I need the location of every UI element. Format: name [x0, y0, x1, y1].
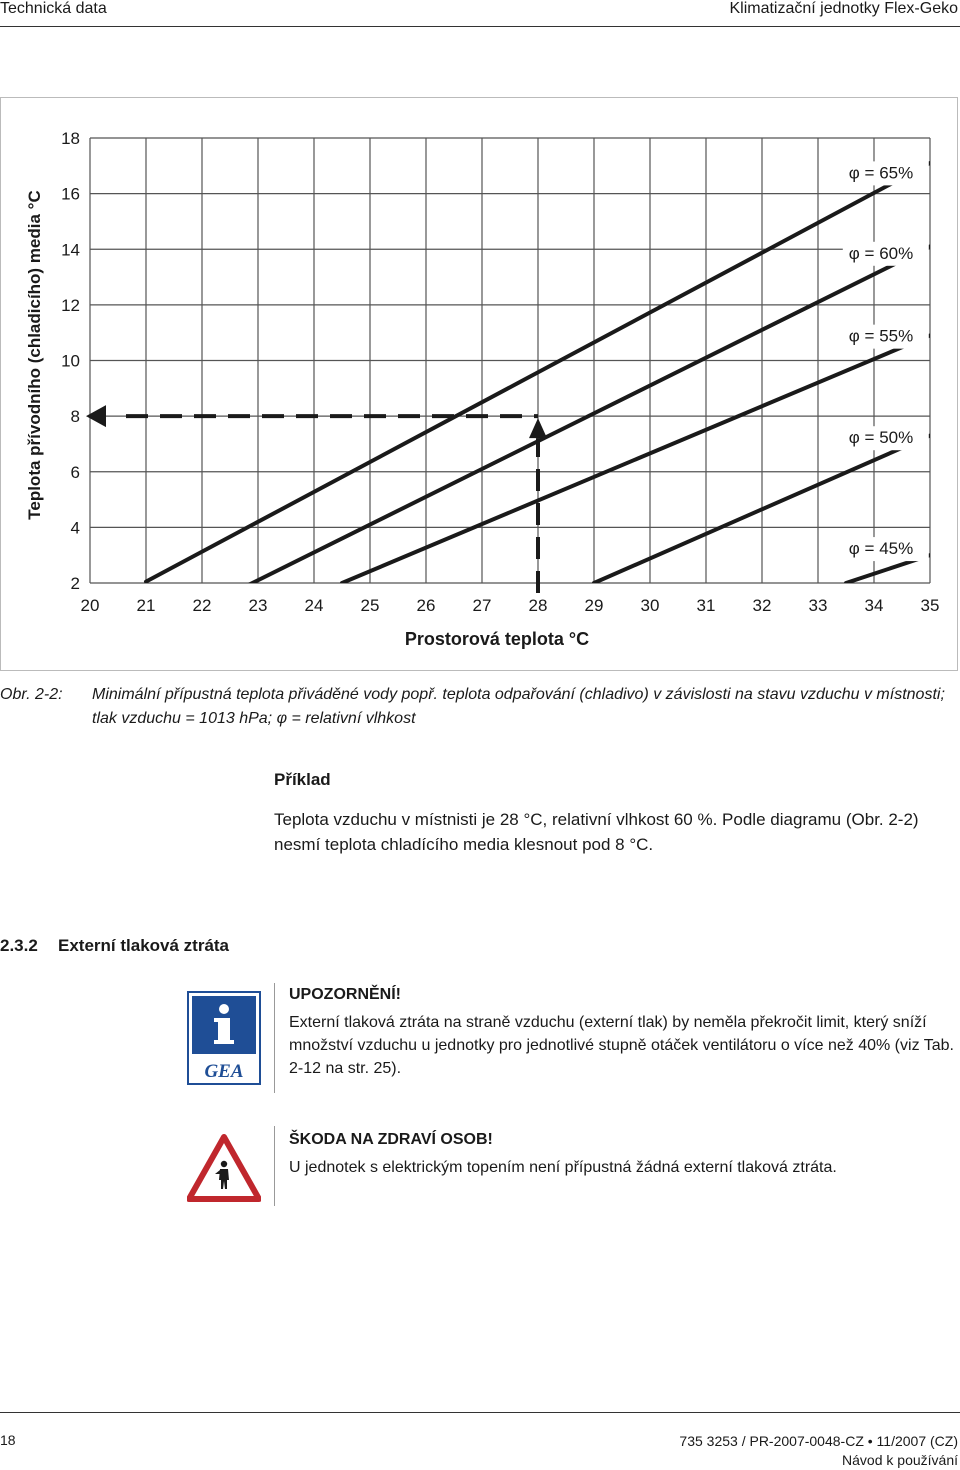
x-tick-label: 27 — [472, 596, 492, 615]
x-tick-label: 23 — [248, 596, 268, 615]
y-tick-label: 10 — [61, 351, 80, 371]
section-number: 2.3.2 — [0, 936, 38, 955]
y-tick-label: 2 — [70, 574, 80, 593]
figure-caption-label: Obr. 2-2: — [0, 686, 63, 703]
y-tick-label: 18 — [61, 129, 80, 148]
info-notice-title: UPOZORNĚNÍ! — [289, 986, 401, 1003]
example-title: Příklad — [274, 770, 331, 789]
chart-grid — [90, 138, 930, 583]
info-notice-text: Externí tlaková ztráta na straně vzduchu (externí tlak) by neměla překročit limit, který sníží množství vzduchu u jednotky pro jednotlivé stupně otáček ventilátoru o více než 40% (viz Tab. 2-12 na str. 25). — [289, 1014, 954, 1077]
footer-doc-info — [679, 1432, 958, 1470]
figure-caption-text: Minimální přípustná teplota přiváděné vody popř. teplota odpařování (chladivo) v závislosti na stavu vzduchu v místnosti; tlak vzduchu = 1013 hPa; φ = relativní vlhkost — [92, 686, 945, 727]
chart-example — [86, 405, 547, 593]
header-right: Klimatizační jednotky Flex-Geko — [729, 0, 958, 17]
example-text: Teplota vzduchu v místnisti je 28 °C, relativní vlhkost 60 %. Podle diagramu (Obr. 2-2) nesmí teplota chladícího media klesnout pod 8 °C. — [274, 810, 919, 854]
chart-y-label: Teplota přívodního (chladicího) media °C — [25, 190, 44, 520]
x-tick-label: 35 — [920, 596, 940, 615]
series-line — [342, 335, 930, 583]
x-tick-label: 28 — [528, 596, 548, 615]
warning-notice-title: ŠKODA NA ZDRAVÍ OSOB! — [289, 1131, 493, 1148]
x-tick-label: 32 — [752, 596, 772, 615]
x-tick-label: 29 — [584, 596, 604, 615]
x-tick-label: 30 — [640, 596, 660, 615]
series-group — [342, 335, 930, 583]
y-tick-label: 8 — [70, 407, 80, 427]
humidity-chart — [0, 97, 958, 671]
chart-ticks — [61, 129, 939, 615]
x-tick-label: 20 — [80, 596, 100, 615]
chart-x-label: Prostorová teplota °C — [404, 629, 590, 649]
footer-doc-code: 735 3253 / PR-2007-0048-CZ • 11/2007 (CZ) — [679, 1433, 958, 1449]
example-arrow-up — [529, 418, 547, 438]
info-notice-bar — [274, 983, 275, 1093]
y-tick-label: 12 — [61, 295, 80, 315]
series-label: φ = 60% — [848, 243, 914, 263]
x-tick-label: 31 — [696, 596, 716, 615]
y-tick-label: 6 — [70, 462, 80, 482]
series-label: φ = 45% — [848, 539, 914, 559]
y-tick-label: 4 — [70, 518, 80, 538]
x-tick-label: 24 — [304, 596, 324, 615]
x-tick-label: 25 — [360, 596, 380, 615]
gea-logo: GEA — [204, 1061, 244, 1082]
y-tick-label: 14 — [61, 240, 80, 260]
section-heading — [0, 936, 229, 956]
footer-rule — [0, 1412, 960, 1413]
series-label: φ = 50% — [848, 428, 914, 448]
section-title: Externí tlaková ztráta — [58, 936, 230, 955]
x-tick-label: 33 — [808, 596, 828, 615]
header-left: Technická data — [0, 0, 107, 17]
warning-icon — [187, 1134, 261, 1202]
x-tick-label: 22 — [192, 596, 212, 615]
warning-notice-text: U jednotek s elektrickým topením není přípustná žádná externí tlaková ztráta. — [289, 1159, 837, 1176]
footer-page-number: 18 — [0, 1432, 16, 1448]
warning-notice-bar — [274, 1126, 275, 1206]
series-label: φ = 65% — [848, 163, 914, 183]
info-icon — [187, 991, 261, 1085]
x-tick-label: 34 — [864, 596, 884, 615]
x-tick-label: 26 — [416, 596, 436, 615]
footer-doc-type: Návod k používání — [842, 1452, 958, 1468]
x-tick-label: 21 — [136, 596, 156, 615]
y-tick-label: 16 — [61, 184, 80, 204]
example-arrow-left — [86, 405, 106, 427]
series-label: φ = 55% — [848, 326, 914, 346]
header-rule — [0, 26, 960, 27]
